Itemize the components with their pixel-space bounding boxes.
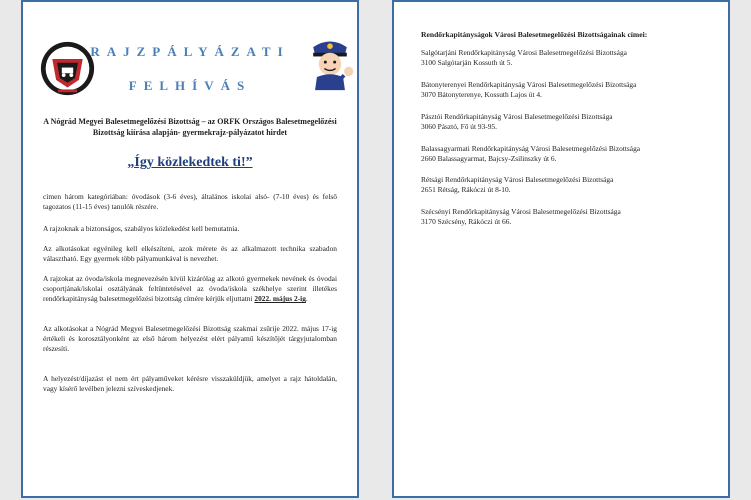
left-page [21, 0, 359, 498]
address-name: Pásztói Rendőrkapitányság Városi Balesetmegelőzési Bizottsága [421, 112, 613, 121]
address-name: Szécsényi Rendőrkapitányság Városi Balesetmegelőzési Bizottsága [421, 207, 621, 216]
return-paragraph: A helyezést/díjazást el nem ért pályaműveket kérésre visszaküldjük, amelyet a rajz hátoldalán, vagy kísérő levélben jelezni szíveskedjenek. [43, 374, 337, 394]
categories-paragraph: címen három kategóriában: óvodások (3-6 éves), általános iskolai alsó- (7-10 éves) és felső tagozatos (11-15 éves) tanulók részére. [43, 192, 337, 212]
contest-title: „Így közlekedtek ti!” [127, 155, 253, 170]
address-line: 2660 Balassagyarmat, Bajcsy-Zsilinszky út 6. [421, 154, 557, 163]
address-line: 3070 Bátonyterenye, Kossuth Lajos út 4. [421, 90, 542, 99]
address-name: Bátonyterenyei Rendőrkapitányság Városi Balesetmegelőzési Bizottsága [421, 80, 637, 89]
submission-paragraph [43, 274, 337, 305]
deadline-text: 2022. május 2-ig [254, 294, 306, 304]
address-name: Balassagyarmati Rendőrkapitányság Városi Balesetmegelőzési Bizottsága [421, 144, 641, 153]
address-block-balassagyarmat [421, 144, 640, 164]
heading-line-2: FELHÍVÁS [128, 78, 252, 93]
address-name: Rétsági Rendőrkapitányság Városi Balesetmegelőzési Bizottsága [421, 175, 614, 184]
address-line: 3170 Szécsény, Rákóczi út 66. [421, 217, 512, 226]
theme-paragraph: A rajzoknak a biztonságos, szabályos közlekedést kell bemutatnia. [43, 224, 240, 233]
right-page [392, 0, 730, 498]
address-line: 2651 Rétság, Rákóczi út 8-10. [421, 185, 511, 194]
address-name: Salgótarjáni Rendőrkapitányság Városi Balesetmegelőzési Bizottsága [421, 48, 627, 57]
submission-text: A rajzokat az óvoda/iskola megnevezésén kívül kizárólag az alkotó gyermekek nevének és óvodai csoportjának/iskolai osztályának feltüntetésével az óvoda/iskola székhelye szerint illetékes rendőrkapitányság balesetmegelőzési bizottság címére kérjük eljuttatni [43, 274, 337, 304]
address-line: 3100 Salgótarján Kossuth út 5. [421, 58, 513, 67]
address-block-batonyterenye [421, 80, 636, 100]
addresses-title: Rendőrkapitányságok Városi Balesetmegelőzési Bizottságainak címei: [421, 30, 648, 39]
address-block-salgotarjan [421, 48, 627, 68]
technique-paragraph: Az alkotásokat egyénileg kell elkészíteni, azok mérete és az alkalmazott technika szabadon választható. Egy gyermek több pályamunkával is nevezhet. [43, 244, 337, 264]
organizer-text: A Nógrád Megyei Balesetmegelőzési Bizottság – az ORFK Országos Balesetmegelőzési Bizottság kiírása alapján- gyermekrajz-pályázatot hirdet [43, 117, 337, 137]
address-block-retsag [421, 175, 613, 195]
police-officer-mascot-icon [302, 34, 358, 92]
address-block-szecseny [421, 207, 621, 227]
judging-paragraph: Az alkotásokat a Nógrád Megyei Balesetmegelőzési Bizottság szakmai zsűrije 2022. május 17-ig értékeli és korosztályonként az első három helyezést elért pályamű készítőjét tárgyjutalomban részesíti. [43, 324, 337, 354]
address-line: 3060 Pásztó, Fő út 93-95. [421, 122, 497, 131]
deadline-end: . [305, 294, 308, 304]
address-block-paszto [421, 112, 613, 132]
heading-line-1: RAJZPÁLYÁZATI [90, 44, 290, 59]
